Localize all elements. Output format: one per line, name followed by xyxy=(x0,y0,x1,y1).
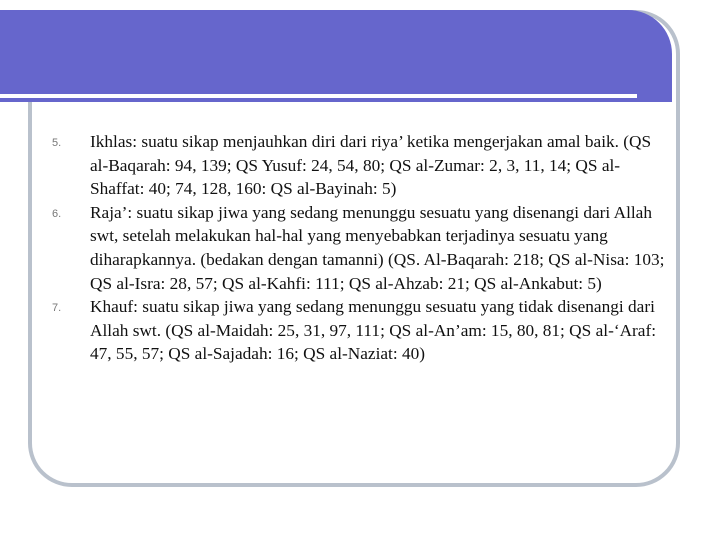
numbered-list xyxy=(52,130,672,366)
list-item-text: Khauf: suatu sikap jiwa yang sedang menunggu sesuatu yang tidak disenangi dari Allah swt. (QS al-Maidah: 25, 31, 97, 111; QS al-An’am: 15, 80, 81; QS al-‘Araf: 47, 55, 57; QS al-Sajadah: 16; QS al-Naziat: 40) xyxy=(90,297,657,364)
list-item xyxy=(52,295,672,366)
list-item-number: 6. xyxy=(52,207,62,220)
list-item-number: 5. xyxy=(52,137,62,149)
list-item xyxy=(52,130,672,201)
list-item-number: 7. xyxy=(52,302,62,315)
list-item-text: Raja’: suatu sikap jiwa yang sedang menunggu sesuatu yang disenangi dari Allah swt, setelah melakukan hal-hal yang menyebabkan terjadinya sesuatu yang diharapkannya. (bedakan dengan tamanni) (QS. Al-Baqarah: 218; QS al-Nisa: 103; QS al-Isra: 28, 57; QS al-Kahfi: 111; QS al-Ahzab: 21; QS al-Ankabut: 5) xyxy=(90,202,665,293)
banner-divider xyxy=(0,94,637,98)
title-banner xyxy=(0,10,672,102)
list-item xyxy=(52,201,672,295)
list-item-text: Ikhlas: suatu sikap menjauhkan diri dari riya’ ketika mengerjakan amal baik. (QS al-Baqarah: 94, 139; QS Yusuf: 24, 54, 80; QS al-Zumar: 2, 3, 11, 14; QS al-Shaffat: 40; 74, 128, 160: QS al-Bayinah: 5) xyxy=(90,132,652,199)
